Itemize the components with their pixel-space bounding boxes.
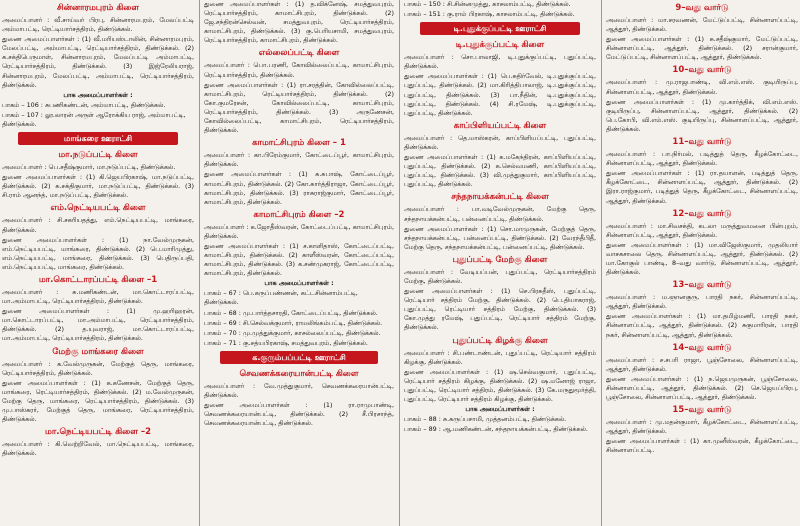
- section-heading: மா.நடுப்பட்டி கிளை: [58, 150, 138, 161]
- column-divider: [601, 0, 602, 526]
- booth-entry: பாகம் – 70 : மு.முத்துக்குமார், காசல்லைப்பட்டி, திண்டுக்கல்.: [204, 328, 381, 337]
- section-heading: சந்தநாயக்கன்பட்டி கிளை: [451, 192, 549, 203]
- column-4: [604, 0, 800, 526]
- organizer-paragraph: அமைப்பாளர் : பா.வடிவேல்முருகன், மேற்கு தெரு, சந்தநாயக்கன்பட்டி, பன்னைப்பட்டி, திண்டுக்கல்.: [404, 205, 596, 223]
- deputy-organizers-paragraph: துணை அமைப்பாளர்கள் : (1) ச.காளிதாஸ், கோட்டைப்பட்டி, காமாட்சிபுரம், திண்டுக்கல். (2) காளீஸ்வரன், கோட்டைப்பட்டி, காமாட்சிபுரம், திண்டுக்கல். (3) க.சண்முகராஜ், கோட்டைப்பட்டி, காமாட்சிபுரம், திண்டுக்கல்.: [204, 241, 394, 278]
- section-heading: புதுப்பட்டி கிழக்கு கிளை: [452, 335, 548, 346]
- section-heading: காப்பிளியப்பட்டி கிளை: [453, 120, 547, 131]
- deputy-organizers-paragraph: துணை அமைப்பாளர்கள் : (1) மா.தமிழ்மணி, பாரதி நகர், சின்னாளப்பட்டி, ஆத்தூர், திண்டுக்கல். (2) சுகுமாரிரன், பாரதி நகர், சின்னாளப்பட்டி, ஆத்தூர், திண்டுக்கல்.: [606, 312, 798, 339]
- deputy-organizers-paragraph: துணை அமைப்பாளர்கள் : (1) மு.ஹரிஹரன், மா.கொட்டாரப்பட்டி, மா.அம்மாபட்டி, ரெட்டியார்சத்திரம், திண்டுக்கல். (2) த.யுவராஜ், மா.கொட்டாரப்பட்டி, மா.அம்மாபட்டி, ரெட்டியார்சத்திரம், திண்டுக்கல்.: [2, 307, 194, 343]
- booth-entry: பாகம் – 88 : சு.கருப்பசாமி, முத்தனம்பட்டி, திண்டுக்கல்.: [404, 415, 567, 424]
- organizer-paragraph: அமைப்பாளர் : வே.முத்துகுமார், செவணக்கரையான்பட்டி, திண்டுக்கல்.: [204, 381, 394, 399]
- booth-entry: பாகம் – 68 : மு.பார்த்தசாரதி, கோட்டைப்பட்டி, திண்டுக்கல்.: [204, 308, 378, 317]
- organizer-paragraph: அமைப்பாளர் : கி.வெற்றிவேல், மா.நெட்டியபட்டி, மாங்கரை, திண்டுக்கல்.: [2, 440, 194, 458]
- ward-heading: 10–வது வார்டு: [672, 65, 732, 76]
- booth-organizers-heading: பாக அமைப்பாளர்கள் :: [264, 279, 334, 288]
- booth-organizers-heading: பாக அமைப்பாளர்கள் :: [465, 405, 535, 414]
- ward-heading: 11–வது வார்டு: [672, 137, 732, 148]
- organizer-paragraph: அமைப்பாளர் : மா.சிவசக்தி, கடலா மருத்துவமனை பின்புறம், சின்னாளப்பட்டி, ஆத்தூர், திண்டுக்கல்.: [606, 221, 798, 239]
- section-heading: மா.நெட்டியபட்டி கிளை –2: [44, 427, 151, 438]
- deputy-organizers-paragraph: துணை அமைப்பாளர்கள் : (1) செ.பிரகதீஸ், புதுப்பட்டி, ரெட்டியார் சத்திரம் மேற்கு, திண்டுக்கல். (2) பெ.தியாகராஜ், புதுப்பட்டி, ரெட்டியார் சத்திரம் மேற்கு, திண்டுக்கல். (3) கோ.முத்து ரமேஷ், புதுப்பட்டி, ரெட்டியார் சத்திரம் மேற்கு, திண்டுக்கல்.: [404, 287, 596, 332]
- deputy-organizers-paragraph: துணை அமைப்பாளர்கள் : (1) ரா.சரத்தின், கோவில்லைப்பட்டி, காமாட்சிபுரம், ரெட்டியார்சத்திரம், திண்டுக்கல். (2) கோ.குமரேசன், கோவில்லைப்பட்டி, காமாட்சிபுரம், ரெட்டியார்சத்திரம், திண்டுக்கல். (3) அருணேசன், கோவில்லைப்பட்டி, காமாட்சிபுரம், ரெட்டியார்சத்திரம், திண்டுக்கல்.: [204, 80, 394, 135]
- ward-heading: 12–வது வார்டு: [672, 208, 732, 219]
- organizer-paragraph: அமைப்பாளர் : வேடியப்பன், புதுப்பட்டி, ரெட்டியார்சத்திரம் மேற்கு, திண்டுக்கல்.: [404, 267, 596, 285]
- column-divider: [199, 0, 200, 526]
- deputy-organizers-paragraph: துணை அமைப்பாளர்கள் : (1) சொ.மாமுருகன், மேற்குத் தெரு, சந்தநாயக்கன்பட்டி, பன்னைப்பட்டி, திண்டுக்கல். (2) வேரந்தீபிதீ, மேற்கு தெரு, சந்தநாயக்கன்பட்டி, பன்னைப்பட்டி, திண்டுக்கல்.: [404, 224, 596, 251]
- booth-entry: பாகம் – 69 : சி.செல்வக்குமார், ராமலிங்கம்பட்டி, திண்டுக்கல்.: [204, 318, 383, 327]
- organizer-paragraph: அமைப்பாளர் : சி.சகரியதத்து, எம்.நெட்டியபட்டி, மாங்கரை, திண்டுக்கல்.: [2, 216, 194, 234]
- organizer-paragraph: அமைப்பாளர் : கா.பிரேம்குமார், கோட்டைப்பூர், காமாட்சிபுரம், திண்டுக்கல்.: [204, 151, 394, 169]
- deputy-organizers-paragraph: துணை அமைப்பாளர்கள் : (1) சு.சதீஷ்குமார், மேட்டுப்பட்டி, சின்னாளப்பட்டி, ஆத்தூர், திண்டுக்கல். (2) சரான்குமார், மேட்டுப்பட்டி, சின்னாளப்பட்டி, ஆத்தூர், திண்டுக்கல்.: [606, 35, 798, 62]
- column-2: [202, 0, 396, 526]
- panchayat-banner: க.குரும்பப்பட்டி ஊராட்சி: [220, 351, 378, 364]
- booth-entry: பாகம் – 71 : கு.சத்யபிரகாஷ், சமத்துவபுரம், திண்டுக்கல்.: [204, 338, 368, 347]
- panchayat-banner: மாங்கரை ஊராட்சி: [18, 132, 178, 145]
- organizer-paragraph: அமைப்பாளர் : பா.நிர்மல், படித்துத் தெரு, கீழக்கோட்டை, சின்னாளப்பட்டி, ஆத்தூர், திண்டுக்கல்.: [606, 150, 798, 168]
- organizer-paragraph: அமைப்பாளர் : பெ.சதீஷ்குமார், மா.நடுப்பட்டி, திண்டுக்கல்.: [2, 163, 176, 172]
- deputy-organizers-paragraph: துணை அமைப்பாளர்கள் : (1) மா.விஜேஸ்குமார், முதலியார் வாசகசாலை தெரு, சின்னாளப்பட்டி, ஆத்தூர், திண்டுக்கல். (2) மா.கோகுல் பாண்டி, 8–வது வார்டு, சின்னாளப்பட்டி, ஆத்தூர், திண்டுக்கல்.: [606, 240, 798, 277]
- organizer-paragraph: அமைப்பாளர் : பொ.பரணி, கோவில்லைப்பட்டி, காமாட்சிபுரம், ரெட்டியார்சத்திரம், திண்டுக்கல்.: [204, 61, 394, 79]
- organizer-paragraph: அமைப்பாளர் : சி.பண்டாண்டன், புதுப்பட்டி, ரெட்டியார் சத்திரம் கிழக்கு, திண்டுக்கல்.: [404, 348, 596, 366]
- section-heading: செவணக்கரையான்பட்டி கிளை: [239, 368, 359, 379]
- booth-entry: பாகம் – 151 : கு.ராம் பிரகாஷ், காசலாம்பட்டி, திண்டுக்கல்.: [404, 10, 575, 19]
- section-heading: மேற்கு மாங்கரை கிளை: [52, 346, 144, 357]
- organizer-paragraph: அமைப்பாளர் : மு.மதன்குமார், கீழக்கோட்டை, சின்னாளப்பட்டி, ஆத்தூர், திண்டுக்கல்.: [606, 418, 798, 436]
- deputy-organizers-paragraph: துணை அமைப்பாளர்கள் : (1) கா.முனீஸ்வரன், கீழக்கோட்டை, சின்னாளப்பட்டி.: [606, 437, 798, 455]
- organizer-paragraph: அமைப்பாளர் : சு.மணிகண்டன், மா.கொட்டாரப்பட்டி, மா.அம்மாபட்டி, ரெட்டியார்சத்திரம், திண்டுக்கல்.: [2, 287, 194, 306]
- booth-entry: பாகம் – 150 : சி.சின்னமுத்து, காசலாம்பட்டி, திண்டுக்கல்.: [404, 0, 571, 8]
- deputy-organizers-paragraph: துணை அமைப்பாளர்கள் : (1) ரா.தயாளன், படித்துத் தெரு, கீழக்கோட்டை, சின்னாளப்பட்டி, ஆத்தூர், திண்டுக்கல். (2) இரா.ராஜ்குமார், படித்துத் தெரு, கீழக்கோட்டை, சின்னாளப்பட்டி, ஆத்தூர், திண்டுக்கல்.: [606, 169, 798, 205]
- organizer-paragraph: அமைப்பாளர் : ச.சபரி ராஜா, பூஞ்சோலை, சின்னாளப்பட்டி, ஆத்தூர், திண்டுக்கல்.: [606, 355, 798, 373]
- deputy-organizers-paragraph: துணை அமைப்பாளர்கள் : (1) நா.வேல்முருகன், எம்.நெட்டியபட்டி, மாங்கரை, திண்டுக்கல். (2) பெ.மாரிமுத்து, எம்.நெட்டியபட்டி, மாங்கரை, திண்டுக்கல். (3) பெதிருப்பதி, எம்.நெட்டியபட்டி, மாங்கரை, திண்டுக்கல்.: [2, 235, 194, 271]
- deputy-organizers-paragraph: துணை அமைப்பாளர்கள் : (1) வீ.மரியஸ்டாலின், சின்னாரமபுரம், மேலப்பட்டி, அம்மாபட்டி, ரெட்டியார்சத்திரம், திண்டுக்கல். (2) சு.சக்திபெருமாள், சின்னாரமபுரம், மேலப்பட்டி அம்மாபட்டி, ரெட்டியார்சத்திரம், திண்டுக்கல். (3) இஜ்ரேலியராஜ், சின்னாரமபுரம், மேலப்பட்டி, அம்மாபட்டி, ரெட்டியார்சத்திரம், திண்டுக்கல்.: [2, 35, 194, 89]
- deputy-organizers-paragraph: துணை அமைப்பாளர்கள் : (1) த.விக்னேஷ், சமத்துவபுரம், ரெட்டியார்சத்திரம், காமாட்சிபுரம், திண்டுக்கல். (2) ஜே.சந்திரன்செல்வன், சமத்துவபுரம், ரெட்டியார்சத்திரம், காமாட்சிபுரம், திண்டுக்கல். (3) கு.பெரியசாமி, சமத்துவபுரம், ரெட்டியார்சத்திரம், காமாட்சிபுரம், திண்டுக்கல்.: [204, 0, 394, 45]
- section-heading: சின்னாரமபுரம் கிளை: [56, 3, 139, 13]
- organizer-paragraph: அமைப்பாளர் : க.ஜோதீஸ்வரன், கோட்டைப்பட்டி, காமாட்சிபுரம், திண்டுக்கல்.: [204, 222, 394, 240]
- section-heading: காமாட்சிபுரம் கிளை – 1: [252, 138, 346, 149]
- organizer-paragraph: அமைப்பாளர் : மு.ராஜபாண்டி, வி.எம்.எஸ். குடியிருப்பு, சின்னாளப்பட்டி, ஆத்தூர், திண்டுக்கல்.: [606, 78, 798, 96]
- deputy-organizers-paragraph: துணை அமைப்பாளர்கள் : (1) க.சுபாஷ், கோட்டைப்பூர், காமாட்சிபுரம், திண்டுக்கல். (2) கோ.கார்த்திராஜா, கோட்டைப்பூர், காமாட்சிபுரம், திண்டுக்கல். (3) ராசுராஜ்குமார், கோட்டைப்பூர், காமாட்சிபுரம், திண்டுக்கல்.: [204, 170, 394, 206]
- section-heading: டி.புதுக்குப்பட்டி கிளை: [455, 40, 545, 51]
- deputy-organizers-paragraph: துணை அமைப்பாளர்கள் : (1) ஷ.செல்வகுமார், புதுப்பட்டி, ரெட்டியார் சத்திரம் கிழக்கு, திண்டுக்கல். (2) ஷ.மனோஜ் ராஜா, புதுப்பட்டி, ரெட்டியார் சத்திரம், திண்டுக்கல். (3) கே.மருதுமூர்த்தி, புதுப்பட்டி, ரெட்டியார் சத்திரம் கிழக்கு, திண்டுக்கல்.: [404, 367, 596, 403]
- booth-entry: பாகம் – 107 : லூ.லாரன் அருள் ஆரோக்கிய ராஜ், அம்மாபட்டி, திண்டுக்கல்.: [2, 110, 186, 128]
- section-heading: காமாட்சிபுரம் கிளை –2: [253, 209, 345, 220]
- ward-heading: 15–வது வார்டு: [672, 405, 732, 416]
- ward-heading: 13–வது வார்டு: [672, 280, 732, 291]
- organizer-paragraph: அமைப்பாளர் : ம.ஞானகுரு, பாரதி நகர், சின்னாளப்பட்டி, ஆத்தூர், திண்டுக்கல்.: [606, 293, 798, 311]
- organizer-paragraph: அமைப்பாளர் : க.வேல்முருகன், மேற்குத் தெரு, மாங்கரை, ரெட்டியார்சத்திரம், திண்டுக்கல்.: [2, 359, 194, 377]
- column-divider: [399, 0, 400, 526]
- ward-heading: 14–வது வார்டு: [672, 342, 732, 353]
- organizer-paragraph: அமைப்பாளர் : வீ.சாய்வர் பிரபு, சின்னாரமபுரம், மேலப்பட்டி அம்மாபட்டி, ரெட்டியார்சத்திரம், திண்டுக்கல்.: [2, 16, 194, 34]
- deputy-organizers-paragraph: துணை அமைப்பாளர்கள் : (1) கி.ஜெயபிரகாஷ், மா.நடுப்பட்டி, திண்டுக்கல். (2) க.சக்திகுமார், மா.நடுப்பட்டி, திண்டுக்கல். (3) சி.ராம் ஆனந்த், மா.நடுப்பட்டி, திண்டுக்கல்.: [2, 173, 194, 200]
- deputy-organizers-paragraph: துணை அமைப்பாளர்கள் : (1) பெ.சுதிர்வேல், டி.புதுக்குப்பட்டி, புதுப்பட்டி, திண்டுக்கல். (2) மா.கிரித்திபாலாஜ், டி.புதுக்குப்பட்டி, புதுப்பட்டி, திண்டுக்கல். (3) பா.நீதின், டி.புதுக்குப்பட்டி, புதுப்பட்டி, திண்டுக்கல். (4) சி.ரமேஷ், டி.புதுக்குப்பட்டி, புதுப்பட்டி, திண்டுக்கல்.: [404, 72, 596, 117]
- deputy-organizers-paragraph: துணை அமைப்பாளர்கள் : (1) ந.ஜெயமுருகன், பூஞ்சோலை, சின்னாளப்பட்டி, ஆத்தூர், திண்டுக்கல். (2) செ.ஜெயப்பிரபு, பூஞ்சோலை, சின்னாளப்பட்டி, ஆத்தூர், திண்டுக்கல்.: [606, 374, 798, 401]
- section-heading: மா.கொட்டாரப்பட்டி கிளை –1: [38, 274, 158, 285]
- column-1: [0, 0, 196, 526]
- booth-entry: பாகம் – 67 : பெ.கருப்பண்ணன், கட்டசின்னாம்பட்டி, திண்டுக்கல்.: [204, 289, 358, 307]
- booth-entry: பாகம் – 106 : சுபணிகண்டன், அம்மாபட்டி, திண்டுக்கல்.: [2, 100, 166, 109]
- deputy-organizers-paragraph: துணை அமைப்பாளர்கள் : (1) க.கணேசன், மேற்குத் தெரு, மாங்கரை, ரெட்டியார்சத்திரம், திண்டுக்கல். (2) ம.வேல்முருகன், மேற்கு தெரு, மாங்கரை, ரெட்டியார்சத்திரம், திண்டுக்கல். (3) மு.பாஸ்கரர், மேற்குத் தெரு, மாங்கரை, ரெட்டியார்சத்திரம், திண்டுக்கல்.: [2, 378, 194, 424]
- ward-heading: 9–வது வார்டு: [675, 3, 729, 13]
- deputy-organizers-paragraph: துணை அமைப்பாளர்கள் : (1) மு.கார்த்திக், வி.எம்.எஸ். குடியிருப்பு, சின்னாளப்பட்டி, ஆத்தூர், திண்டுக்கல். (2) பெ.கோபி, வி.எம்.எஸ். குடியிருப்பு, சின்னாளப்பட்டி, ஆத்தூர், திண்டுக்கல்.: [606, 97, 798, 133]
- deputy-organizers-paragraph: துணை அமைப்பாளர்கள் : (1) க.மகேந்திரன், காப்பிளியப்பட்டி, புதுப்பட்டி, திண்டுக்கல். (2) க.செல்வமணி, காப்பிளியப்பட்டி, புதுப்பட்டி, திண்டுக்கல். (3) வி.முத்துகுமார், காப்பிளியப்பட்டி, புதுப்பட்டி, திண்டுக்கல்.: [404, 153, 596, 189]
- panchayat-banner: டி.புதுக்குப்பட்டி ஊராட்சி: [420, 22, 580, 35]
- organizer-paragraph: அமைப்பாளர் : தெ.மாஸ்கரன், காப்பிளியப்பட்டி, புதுப்பட்டி, திண்டுக்கல்.: [404, 133, 596, 151]
- organizer-paragraph: அமைப்பாளர் : மா.சரவணன், மேட்டுப்பட்டி, சின்னாளப்பட்டி, ஆத்தூர், திண்டுக்கல்.: [606, 16, 798, 34]
- section-heading: எம்.நெட்டியபட்டி கிளை: [50, 203, 146, 214]
- section-heading: புதுப்பட்டி மேற்கு கிளை: [452, 254, 548, 265]
- organizer-paragraph: அமைப்பாளர் : சொ.பாலாஜி, டி.புதுக்குப்பட்டி, புதுப்பட்டி, திண்டுக்கல்.: [404, 53, 596, 71]
- booth-entry: பாகம் – 89 : ஆ.மணிகண்டன், சந்தநாயக்கன்பட்டி, திண்டுக்கல்.: [404, 425, 588, 434]
- section-heading: எல்லைப்பட்டி கிளை: [258, 48, 340, 59]
- booth-organizers-heading: பாக அமைப்பாளர்கள் :: [63, 90, 133, 99]
- deputy-organizers-paragraph: துணை அமைப்பாளர்கள் : (1) ரா.ராமுபாண்டி, செவணக்கரையான்பட்டி, திண்டுக்கல். (2) சீ.பிரசாந்த், செவணக்கரையான்பட்டி, திண்டுக்கல்.: [204, 401, 394, 428]
- column-3: [402, 0, 598, 526]
